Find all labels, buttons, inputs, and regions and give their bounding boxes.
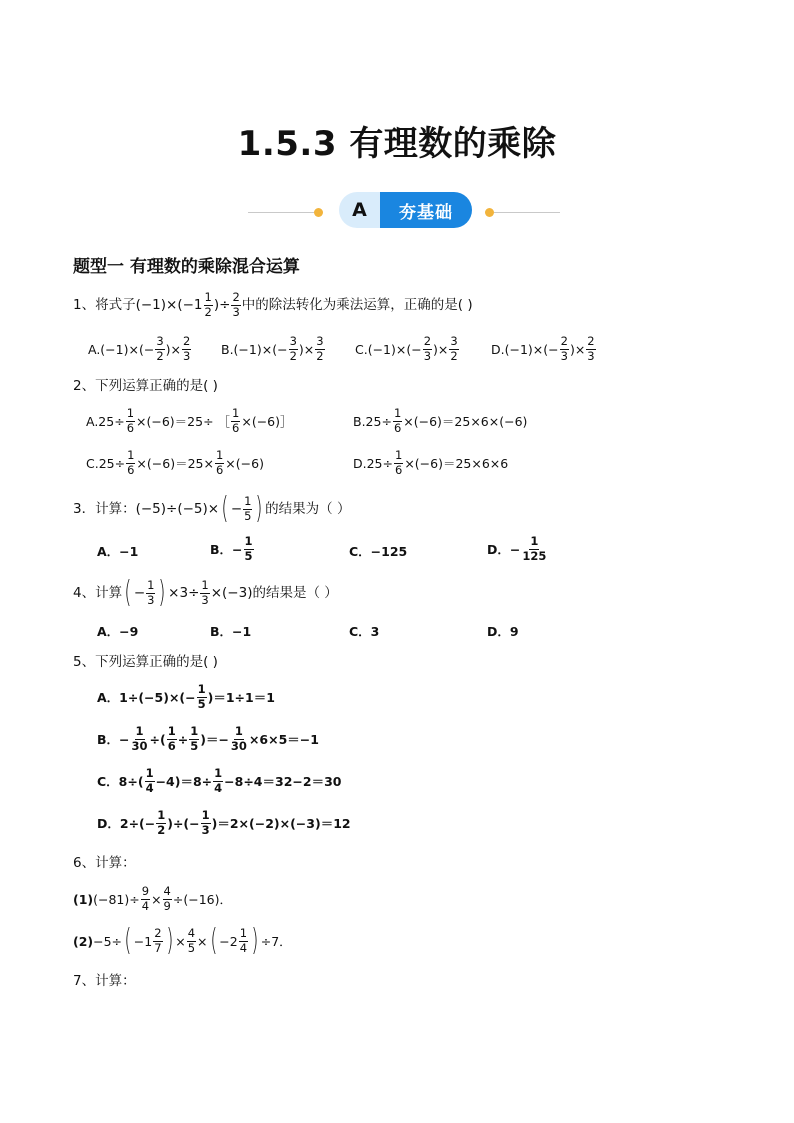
q4-option-c: C．3	[349, 624, 380, 639]
q1-option-d: D.(−1)×(− $\frac{2}{3}$ )× $\frac{2}{3}$	[491, 334, 595, 363]
badge-text: 夯基础	[380, 192, 472, 228]
badge-left-dot	[314, 208, 323, 217]
question-6: 6、计算：	[73, 855, 136, 871]
q6-part-1: (1) (−81)÷ $\frac{9}{4}$ × $\frac{4}{9}$ ÷(−16)．	[73, 884, 232, 913]
badge-right-dot	[485, 208, 494, 217]
question-5: 5、下列运算正确的是( )	[73, 654, 218, 670]
q3-option-d: D．− $\frac{1}{125}$	[487, 534, 547, 563]
q4-option-a: A．−9	[97, 624, 139, 639]
q1-frac-2: $\frac{2}{3}$	[232, 290, 240, 319]
q2-option-a: A.25÷ $\frac{1}{6}$ ×(−6)＝25÷ ［ $\frac{1}{6}$ ×(−6)］	[86, 406, 293, 435]
q1-frac-1: $\frac{1}{2}$	[204, 290, 212, 319]
section-badge	[339, 192, 472, 228]
q5-option-a: A．1÷(−5)×(− $\frac{1}{5}$ )＝1÷1＝1	[97, 682, 275, 711]
page-title: 1.5.3 有理数的乘除	[237, 124, 557, 164]
q4-option-d: D．9	[487, 624, 519, 639]
q1-option-a: A.(−1)×(− $\frac{3}{2}$ )× $\frac{2}{3}$	[88, 334, 191, 363]
q2-option-c: C.25÷ $\frac{1}{6}$ ×(−6)＝25× $\frac{1}{6}$ ×(−6)	[86, 448, 264, 477]
question-1	[73, 292, 473, 318]
q6-part-2: (2) −5÷ ( −1 $\frac{2}{7}$ ) × $\frac{4}{5}$ × ( −2 $\frac{1}{4}$ ) ÷7．	[73, 923, 292, 958]
badge-letter: A	[339, 192, 380, 228]
q1-option-b: B.(−1)×(− $\frac{3}{2}$ )× $\frac{3}{2}$	[221, 334, 324, 363]
question-2: 2、下列运算正确的是( )	[73, 378, 218, 394]
q1-prefix: 1、将式子(−1)×(−1	[73, 297, 203, 313]
badge-left-line	[248, 212, 314, 213]
q3-option-b: B．− $\frac{1}{5}$	[210, 534, 253, 563]
q2-option-d: D.25÷ $\frac{1}{6}$ ×(−6)＝25×6×6	[353, 448, 509, 477]
q2-option-b: B.25÷ $\frac{1}{6}$ ×(−6)＝25×6×(−6)	[353, 406, 528, 435]
question-3: 3．计算：(−5)÷(−5)× ( − $\frac{1}{5}$ ) 的结果为（ ）	[73, 491, 351, 526]
section-title: 题型一 有理数的乘除混合运算	[73, 257, 300, 277]
q5-option-d: D．2÷(− $\frac{1}{2}$ )÷(− $\frac{1}{3}$ )＝2×(−2)×(−3)＝12	[97, 808, 351, 837]
badge-right-line	[494, 212, 560, 213]
q3-option-a: A．−1	[97, 544, 139, 559]
q1-option-c: C.(−1)×(− $\frac{2}{3}$ )× $\frac{3}{2}$	[355, 334, 458, 363]
question-7: 7、计算：	[73, 973, 136, 989]
q1-suffix: 中的除法转化为乘法运算，正确的是( )	[241, 297, 473, 313]
q1-mid: )÷	[213, 297, 231, 313]
q4-option-b: B．−1	[210, 624, 252, 639]
question-4: 4、计算 ( − $\frac{1}{3}$ ) ×3÷ $\frac{1}{3}$ ×(−3) 的结果是（ ）	[73, 575, 338, 610]
q5-option-b: B．− $\frac{1}{30}$ ÷( $\frac{1}{6}$ ÷ $\frac{1}{5}$ )＝− $\frac{1}{30}$ ×6×5＝−1	[97, 724, 319, 753]
q3-option-c: C．−125	[349, 544, 408, 559]
q5-option-c: C．8÷( $\frac{1}{4}$ −4)＝8÷ $\frac{1}{4}$ −8÷4＝32−2＝30	[97, 766, 342, 795]
